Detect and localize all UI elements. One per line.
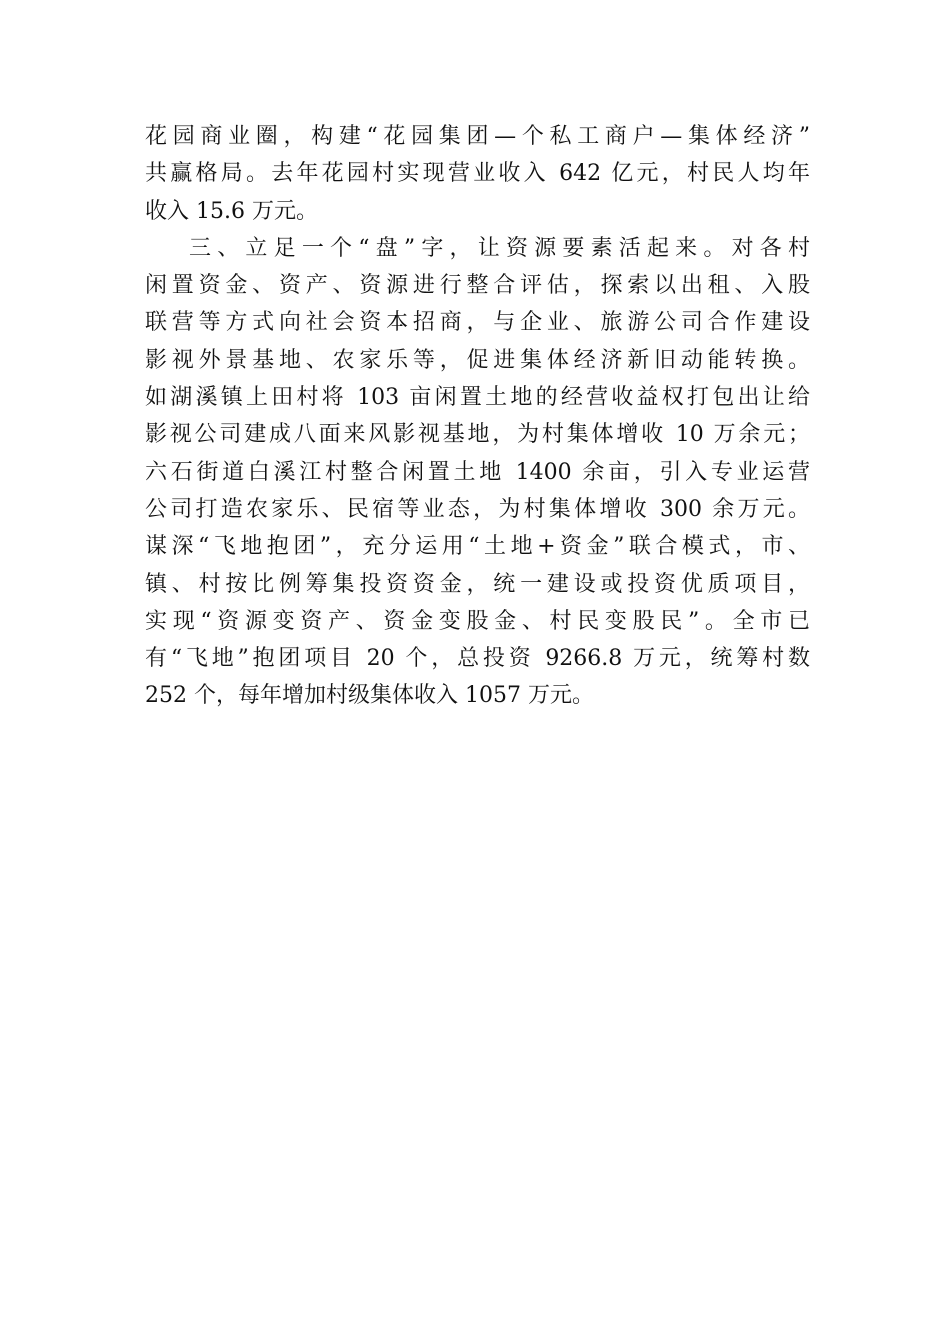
text-line: 花园商业圈，构建“花园集团—个私工商户—集体经济” (145, 124, 810, 149)
text-line: 影视外景基地、农家乐等，促进集体经济新旧动能转换。 (145, 347, 810, 373)
text-line: 六石街道白溪江村整合闲置土地 1400 余亩，引入专业运营 (145, 459, 810, 485)
text-line: 实现“资源变资产、资金变股金、村民变股民”。全市已 (145, 608, 810, 634)
text-line: 影视公司建成八面来风影视基地，为村集体增收 10 万余元； (145, 422, 810, 448)
text-line: 收入 15.6 万元。 (145, 198, 318, 224)
text-line: 公司打造农家乐、民宿等业态，为村集体增收 300 余万元。 (145, 496, 810, 522)
text-line: 谋深“飞地抱团”，充分运用“土地+资金”联合模式，市、 (145, 534, 810, 560)
text-line: 有“飞地”抱团项目 20 个，总投资 9266.8 万元，统筹村数 (145, 646, 810, 672)
text-line: 闲置资金、资产、资源进行整合评估，探索以出租、入股 (145, 273, 810, 299)
text-line: 三、立足一个“盘”字，让资源要素活起来。对各村 (189, 235, 810, 261)
text-line: 共赢格局。去年花园村实现营业收入 642 亿元，村民人均年 (145, 161, 810, 187)
text-line: 联营等方式向社会资本招商，与企业、旅游公司合作建设 (145, 310, 810, 336)
text-line: 252 个，每年增加村级集体收入 1057 万元。 (145, 683, 594, 709)
text-line: 如湖溪镇上田村将 103 亩闲置土地的经营收益权打包出让给 (145, 385, 810, 411)
text-line: 镇、村按比例筹集投资资金，统一建设或投资优质项目， (145, 571, 810, 597)
body-text (145, 118, 810, 715)
